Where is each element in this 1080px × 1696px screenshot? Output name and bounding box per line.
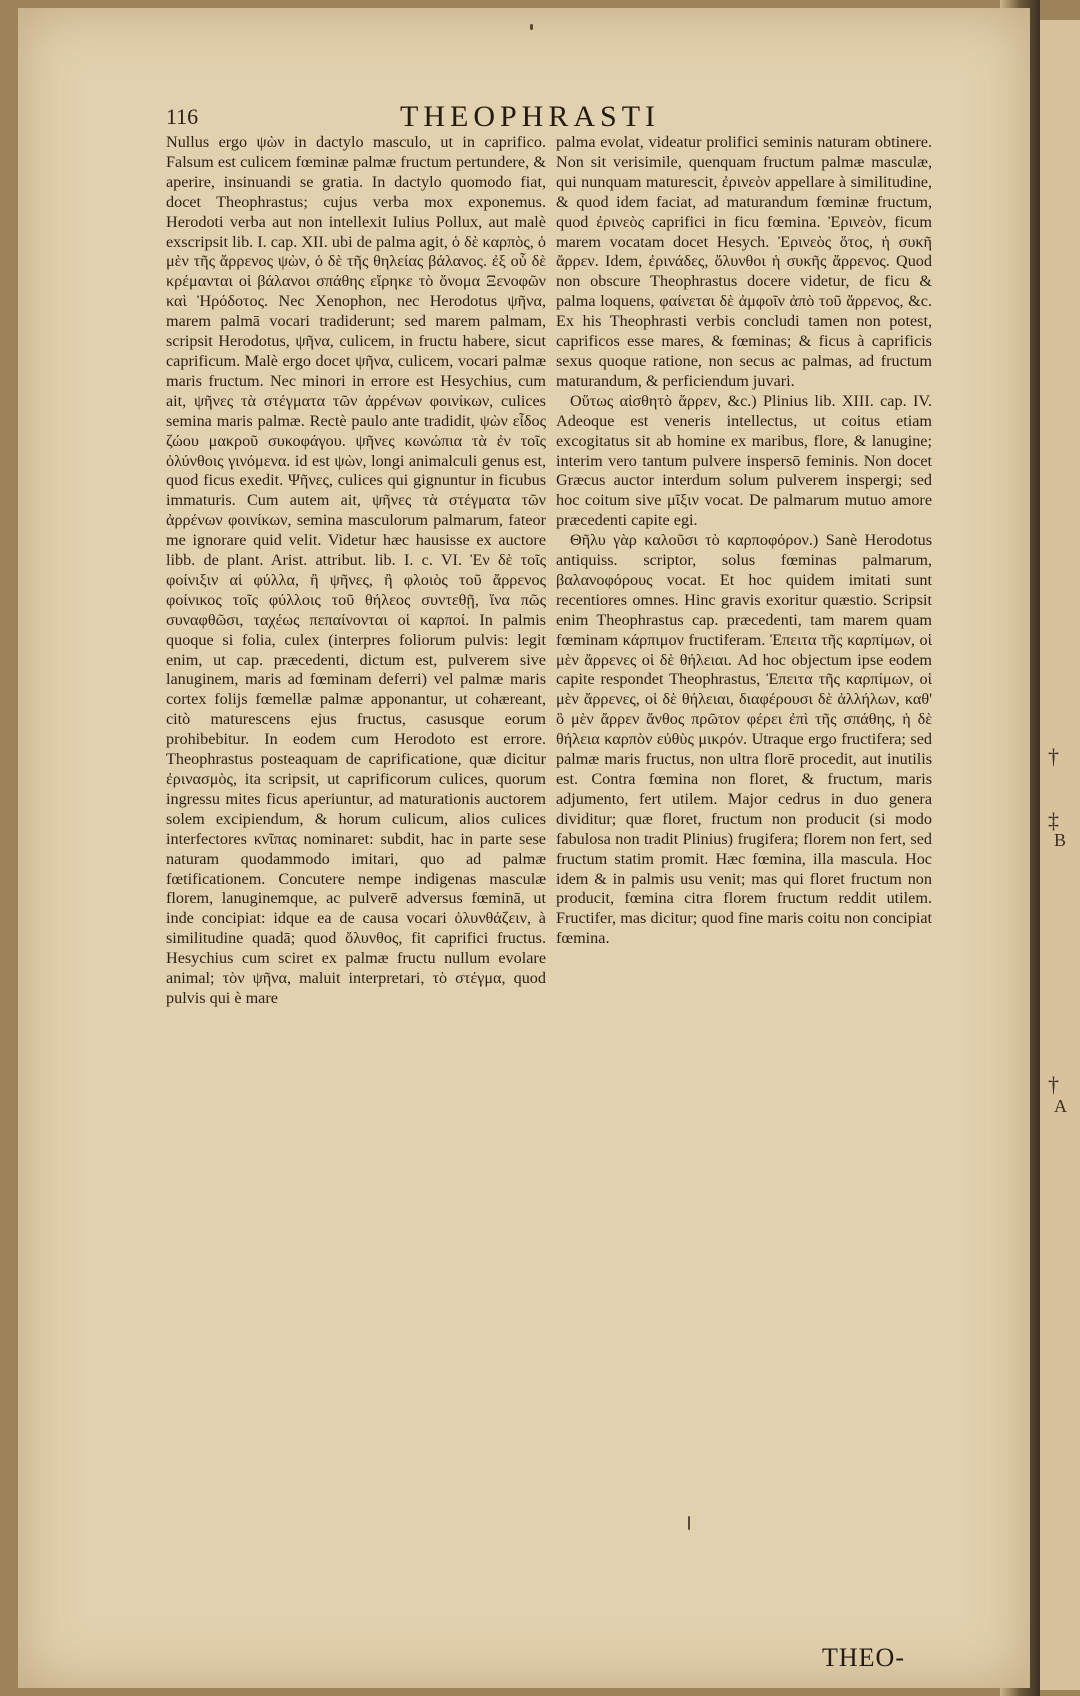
margin-mark-2: ‡ [1048, 808, 1059, 833]
margin-mark-5: A [1054, 1096, 1067, 1116]
catchword: THEO- [822, 1643, 905, 1672]
next-page-edge [1040, 20, 1080, 1690]
page-header [166, 100, 966, 134]
paragraph: Θῆλυ γὰρ καλοῦσι τὸ καρποφόρον.) Sanè Herodotus antiquiss. scriptor, solus fœminas palmarum, βαλανοφόρους vocat. Et hoc quidem imitati sunt recentiores omnes. Hinc gravis exoritur quæstio. Scripsit enim Theophrastus cap. præcedenti, tam marem quam fœminam κάρπιμον fructiferam. Ἐπειτα τῆς καρπίμων, οἱ μὲν ἄρρενες οἱ δὲ θήλειαι. Ad hoc objectum ipse eodem capite respondet Theophrastus, Ἐπειτα τῆς καρπίμων, οἱ μὲν ἄρρενες, οἱ δὲ θήλειαι, διαφέρουσι δὲ ἀλλήλων, καθ' ὃ μὲν ἄρρεν ἄνθος πρῶτον φέρει ἐπὶ τῆς σπάθης, ἡ δὲ θήλεια καρπὸν εὐθὺς μικρόν. Utraque ergo fructifera; sed palmæ maris fructus, non ultra florē procedit, aut inutilis est. Contra fœmina non floret, & fructum, maris adjumento, fert utilem. Major cedrus in duo genera dividitur; quæ floret, fructum non producit (si modo fabulosa non tradit Plinius) frugifera; florem non fert, sed fructum statim promit. Hæc fœmina, illa mascula. Hoc idem & in palmis usu venit; mas qui floret fructum non producit, fœmina citra florem fructum reddit utilem. Fructifer, mas dicitur; quod fine maris coitu non concipiat fœmina. [556, 531, 932, 948]
running-head: THEOPHRASTI [400, 100, 661, 133]
text-column-left [166, 133, 546, 1009]
margin-mark-3: B [1054, 830, 1067, 850]
ink-speck [530, 24, 533, 30]
page-number: 116 [166, 104, 199, 129]
paragraph: Nullus ergo ψὼν in dactylo masculo, ut in caprifico. Falsum est culicem fœminæ palmæ fructum pertundere, & aperire, insinuandi se gratia. In dactylo quomodo fiat, docet Theophrastus; cujus verba mox exponemus. Herodoti verba aut non intellexit Iulius Pollux, aut malè exscripsit lib. I. cap. XII. ubi de palma agit, ὁ δὲ καρπὸς, ὁ μὲν τῆς ἄρρενος ψὼν, ὁ δὲ τῆς θηλείας βάλανος. ἐξ οὗ δὲ κρέμανται οἱ βάλανοι σπάθης εἴρηκε τὸ ὄνομα Ξενοφῶν καὶ Ἡρόδοτος. Nec Xenophon, nec Herodotus ψῆνα, marem palmā vocari tradiderunt; sed marem palmam, scripsit Herodotus, ψῆνα, culicem, in fructu habere, sicut caprificum. Malè ergo docet ψῆνα, culicem, vocari palmæ maris fructum. Nec minori in errore est Hesychius, cum ait, ψῆνες τὰ στέγματα τῶν ἀρρένων φοινίκων, culices semina maris palmæ. Rectè paulo ante tradidit, ψὼν εἶδος ζώου μακροῦ συκοφάγου. ψῆνες κωνώπια τὰ ἐν τοῖς ὀλύνθοις γινόμενα. id est ψὼν, longi animalculi genus est, quod ficus exedit. Ψῆνες, culices qui gignuntur in ficubus immaturis. Cum autem ait, ψῆνες τὰ στέγματα τῶν ἀρρένων φοινίκων, semina masculorum palmarum, fateor me ignorare quid velit. Videtur hæc hausisse ex auctore libb. de plant. Arist. attribut. lib. I. c. VI. Ἐν δὲ τοῖς φοίνιξιν αἱ φύλλα, ἢ ψῆνες, ἢ φλοιὸς τοῦ ἄρρενος φοίνικος τοῖς φύλλοις τοῦ θήλεος συντεθῇ, ἵνα πῶς συναφθῶσι, ταχέως πεπαίνονται οἱ καρποί. In palmis quoque si folia, culex (interpres foliorum pulvis: legit enim, ut cap. præcedenti, dictum est, pulverem sive lanuginem, maris ad fœminam deferri) vel palmæ maris cortex folijs fœmellæ palmæ apponantur, ut cohæreant, citò maturescens ejus fructus, casusque eorum prohibebitur. In eodem cum Herodoto est errore. Theophrastus posteaquam de caprificatione, quæ dicitur ἐρινασμὸς, ita scripsit, ut caprificorum culices, quorum ingressu mites ficus aperiuntur, ad maturationis auctorem solem excipiendum, & horum culicum, alios culices interfectores κνῖπας nominaret: subdit, hac in parte sese naturam quodammodo imitari, quo ad palmæ fœtificationem. Concutere nempe indigenas masculæ florem, lanuginemque, ac pulverē adversus fœminā, ut inde concipiat: idque ea de causa vocari ὀλυνθάζειν, à similitudine quadā; quod ὄλυνθος, fit caprifici fructus. Hesychius cum sciret ex palmæ fructu nullum evolare animal; τὸν ψῆνα, maluit interpretari, τὸ στέγμα, quod pulvis qui è mare [166, 133, 546, 1007]
margin-mark-4: † [1048, 1072, 1059, 1097]
paragraph: palma evolat, videatur prolifici seminis naturam obtinere. Non sit verisimile, quenquam fructum palmæ masculæ, qui nunquam maturescit, ἐρινεὸν appellare à similitudine, & quod idem faciat, ad maturandum fœminæ fructum, quod ἐρινεὸς caprifici in ficu fœmina. Ἐρινεὸν, ficum marem vocatam docet Hesych. Ἐρινεὸς ὅτος, ἡ συκῆ ἄρρεν. Idem, ἐρινάδες, ὄλυνθοι ἡ συκῆς ἄρρενος. Quod non obscure Theophrastus docere videtur, de ficu & palma loquens, φαίνεται δὲ ἀμφοῖν ἀπὸ τοῦ ἄρρενος, &c. Ex his Theophrasti verbis concludi tamen non potest, caprificos esse mares, & fœminas; & ficus à caprificis sexus quoque ratione, non secus ac palmas, ad fructum maturandum, & perficiendum juvari. [556, 133, 932, 390]
margin-mark-1: † [1048, 744, 1059, 769]
ink-speck [688, 1516, 690, 1530]
paragraph: Οὕτως αἰσθητὸ ἄρρεν, &c.) Plinius lib. XIII. cap. IV. Adeoque est veneris intellectus, ut coitus etiam excogitatus sit ab homine ex maribus, flore, & lanugine; interim vero tantum pulvere inspersō feminis. Non docet Græcus auctor interdum solum pulverem inspergi; sed hoc coitum sive μῖξιν vocat. De palmarum mutuo amore præcedenti capite egi. [556, 391, 932, 530]
text-column-right [556, 133, 932, 949]
